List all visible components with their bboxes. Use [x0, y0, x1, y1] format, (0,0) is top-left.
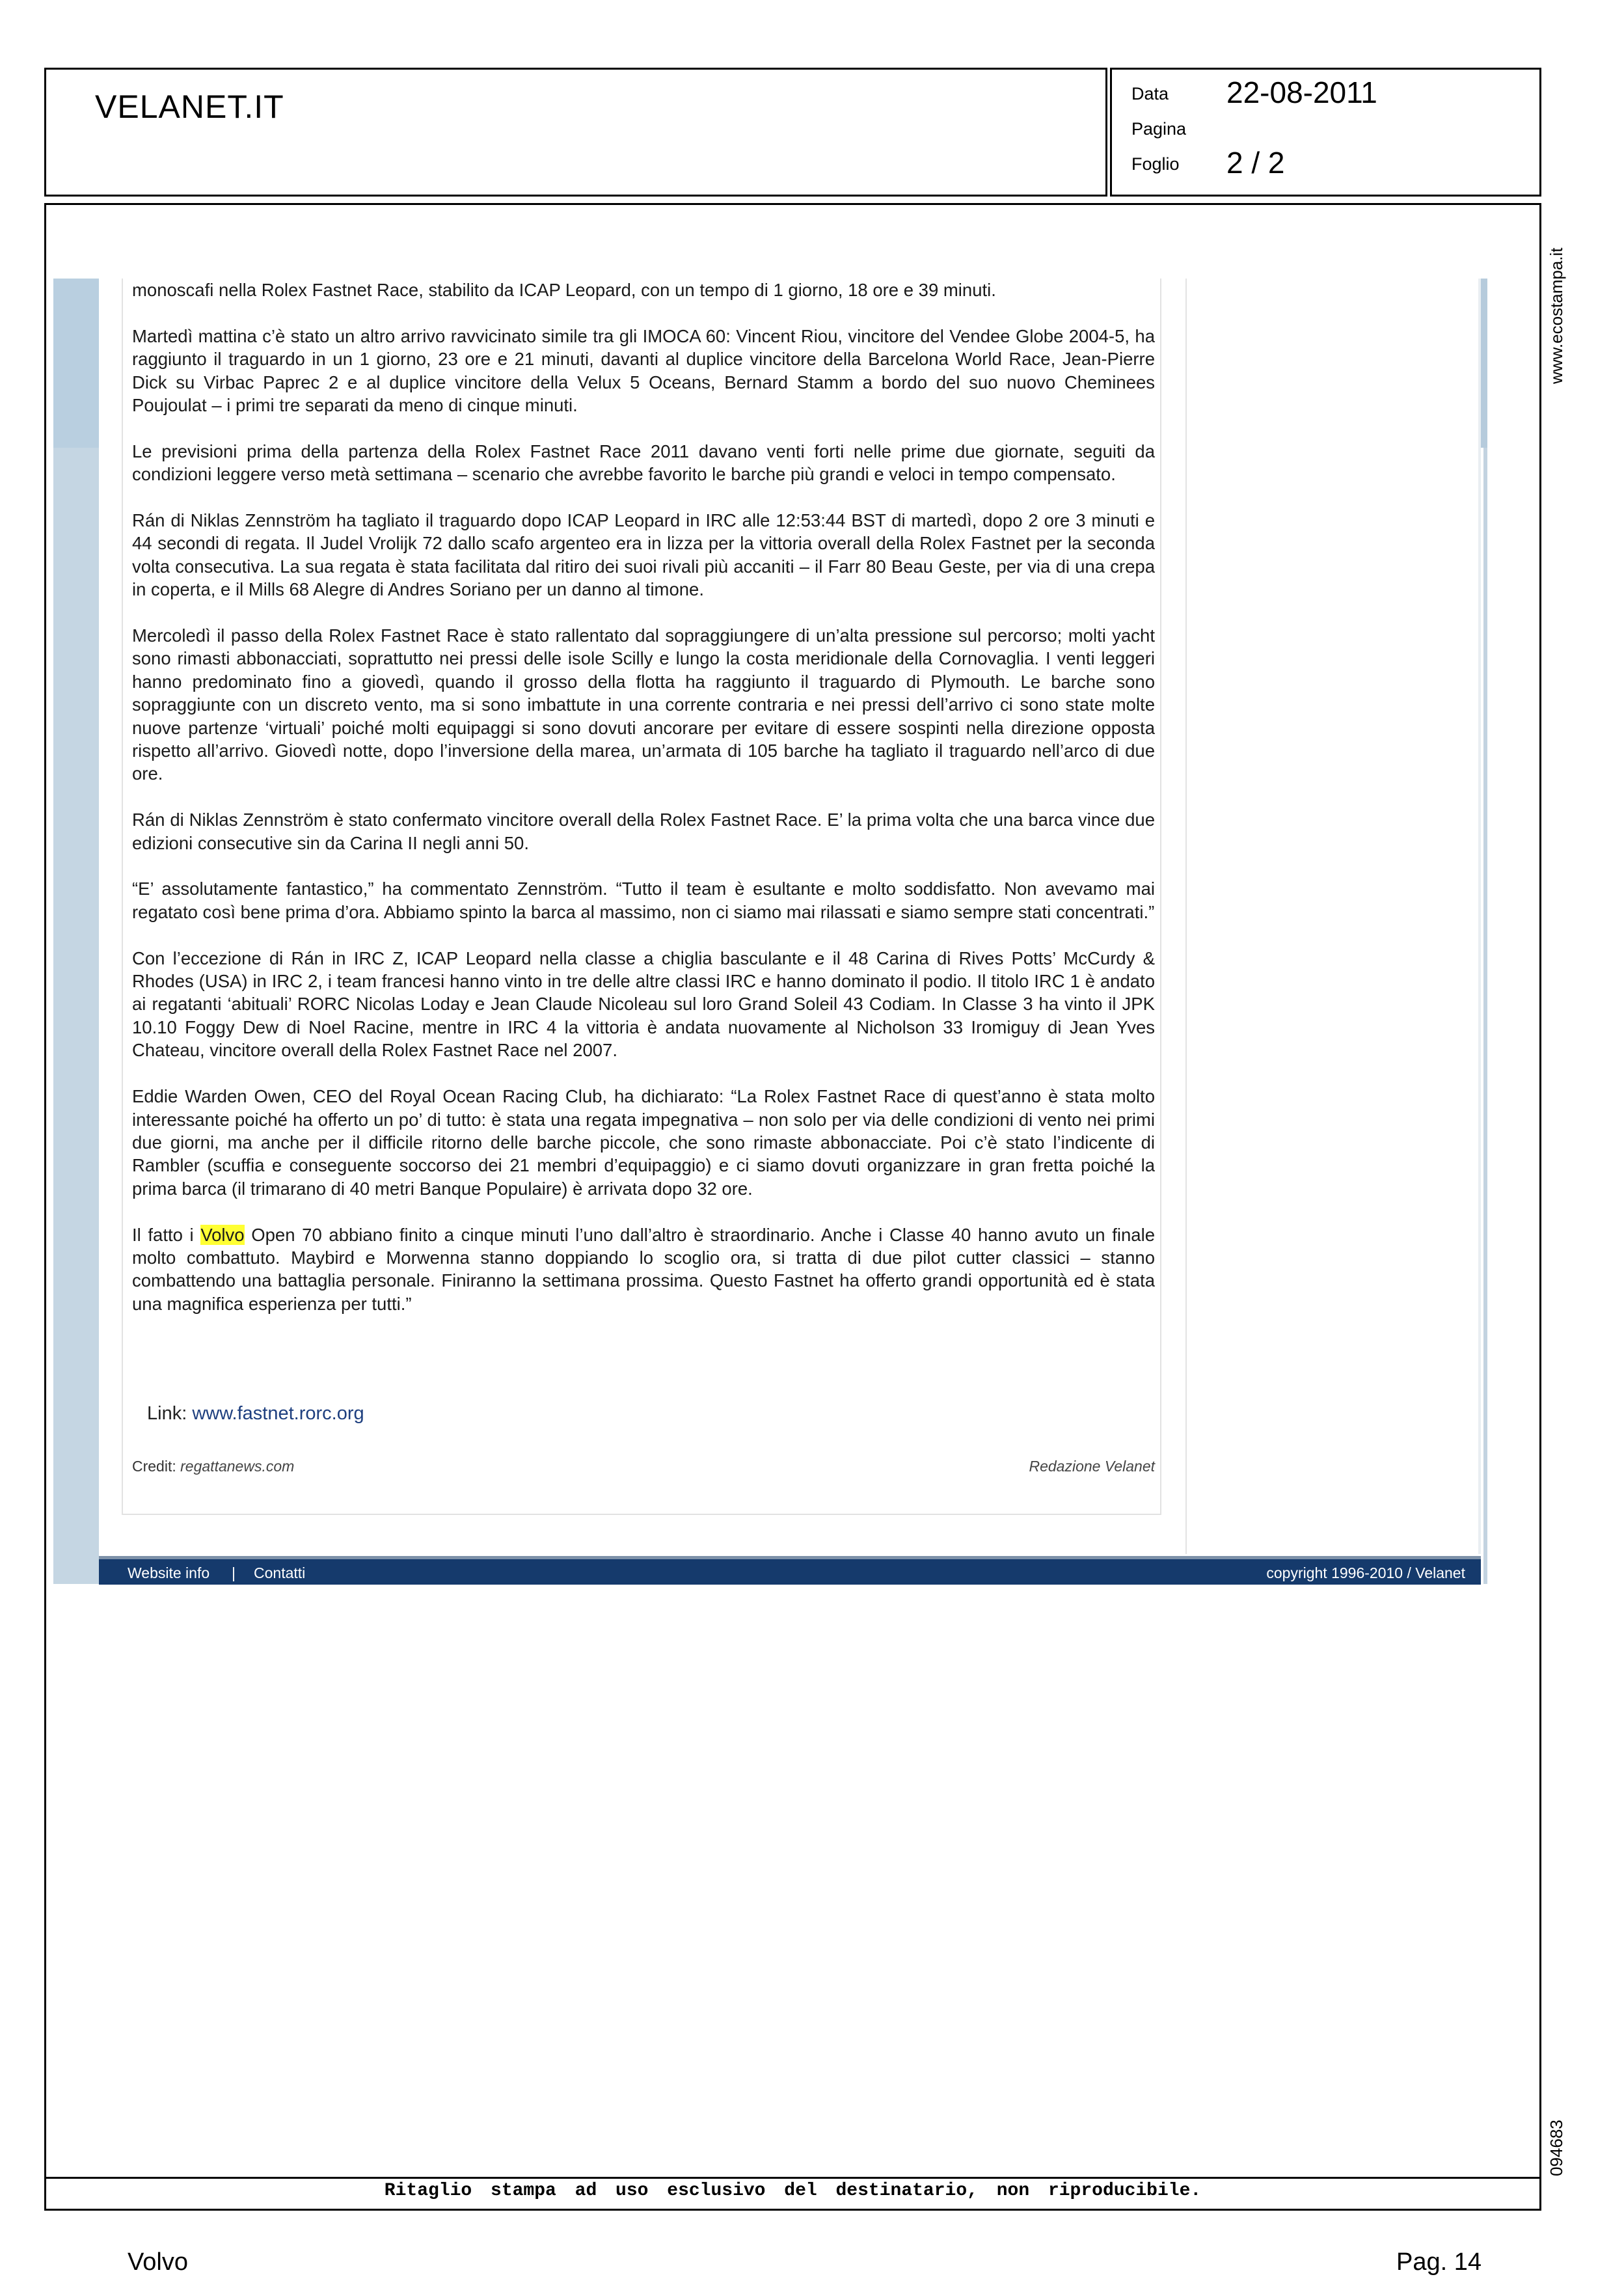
link-label: Link: — [147, 1403, 193, 1424]
right-column-edge — [1478, 279, 1481, 1554]
data-label: Data — [1131, 84, 1169, 103]
header-meta-box — [1110, 68, 1541, 197]
data-value: 22-08-2011 — [1226, 75, 1377, 109]
website-info-link[interactable]: Website info — [128, 1564, 210, 1581]
article-paragraph: “E’ assolutamente fantastico,” ha commentato Zennström. “Tutto il team è esultante e molto soddisfatto. Non avevamo mai regatato così bene prima d’ora. Abbiamo spinto la barca al massimo, non ci siamo mai rilassati e siamo sempre stati concentrati.” — [132, 879, 1155, 922]
site-footer-bar — [99, 1556, 1481, 1585]
nav-separator: | — [232, 1564, 236, 1581]
credit-label: Credit: — [132, 1458, 181, 1475]
article-link-row — [147, 1403, 364, 1425]
article-body — [132, 279, 1155, 1339]
webpage-right-margin-top — [1481, 279, 1487, 448]
last-para-post: Open 70 abbiano finito a cinque minuti l’uno dall’altro è straordinario. Anche i Classe 40 hanno avuto un finale molto combattuto. Maybird e Morwenna stanno doppiando lo scoglio ora, si tratta di due pilot cutter classici – stanno combattendo una battaglia personale. Finiranno la settimana prossima. Questo Fastnet ha offerto grandi opportunità ed è stata una magnifica esperienza per tutti.” — [132, 1224, 1155, 1314]
disclaimer-text: Ritaglio stampa ad uso esclusivo del destinatario, non riproducibile. — [384, 2181, 1202, 2201]
article-paragraph: Eddie Warden Owen, CEO del Royal Ocean Racing Club, ha dichiarato: “La Rolex Fastnet Race di quest’anno è stata molto interessante poiché ha offerto un po’ di tutto: è stata una regata impegnativa – non solo per via delle condizioni di vento nei primi due giorni, ma anche per il difficile ritorno delle barche piccole, che sono rimaste abbonacciate. Poi c’è stato l’indicente di Rambler (scuffia e conseguente soccorso dei 21 membri d’equipaggio) e ci siamo dovuti organizzare in gran fretta poiché la prima barca (il trimarano di 40 metri Banque Populaire) è arrivata dopo 32 ore. — [132, 1086, 1155, 1199]
document-code: 094683 — [1547, 2120, 1566, 2176]
credit-row — [132, 1458, 1155, 1475]
header-publication-box — [44, 68, 1107, 197]
last-para-pre: Il fatto i — [132, 1224, 201, 1245]
contatti-link[interactable]: Contatti — [254, 1564, 306, 1581]
article-paragraph: Mercoledì il passo della Rolex Fastnet Race è stato rallentato dal sopraggiungere di un’alta pressione sul percorso; molti yacht sono rimasti abbonacciati, soprattutto nei pressi delle isole Scilly e lungo la costa meridionale della Cornovaglia. I venti leggeri hanno predominato fino a giovedì, quando il grosso della flotta ha raggiunto il traguardo di Plymouth. Le barche sono sopraggiunte con un discreto vento, ma si sono imbattute in una corrente contraria e nei pressi dell’arrivo ci sono state molte nuove partenze ‘virtuali’ poiché molti equipaggi si sono dovuti ancorare per evitare di essere sospinti nella direzione opposta rispetto all’arrivo. Giovedì notte, dopo l’inversione della marea, un’armata di 105 barche ha tagliato il traguardo nell’arco di due ore. — [132, 625, 1155, 784]
disclaimer-rule — [44, 2177, 1541, 2179]
article-paragraph: Con l’eccezione di Rán in IRC Z, ICAP Leopard nella classe a chiglia basculante e il 48 Carina di Rives Potts’ McCurdy & Rhodes (USA) in IRC 2, i team francesi hanno vinto in tre delle altre classi IRC e hanno dominato il podio. Il titolo IRC 1 è andato ai regatanti ‘abituali’ RORC Nicolas Loday e Jean Claude Nicoleau sul loro Grand Soleil 43 Codiam. In Classe 3 ha vinto il JPK 10.10 Foggy Dew di Noel Racine, mentre in IRC 4 la vittoria è andata nuovamente al Nicholson 33 Iromiguy di Jean Yves Chateau, vincitore overall della Rolex Fastnet Race nel 2007. — [132, 948, 1155, 1061]
publication-name: VELANET.IT — [95, 89, 284, 125]
footer-keyword: Volvo — [128, 2248, 188, 2276]
foglio-value: 2 / 2 — [1226, 146, 1285, 180]
keyword-highlight: Volvo — [200, 1224, 245, 1245]
webpage-right-margin — [1483, 279, 1487, 1584]
article-paragraph-last — [132, 1223, 1155, 1316]
footer-page-number: Pag. 14 — [1396, 2248, 1482, 2276]
article-paragraph: Le previsioni prima della partenza della Rolex Fastnet Race 2011 davano venti forti nelle prime due giornate, seguiti da condizioni leggere verso metà settimana – scenario che avrebbe favorito le barche più grandi e veloci in tempo compensato. — [132, 441, 1155, 485]
foglio-label: Foglio — [1131, 154, 1180, 174]
pagina-label: Pagina — [1131, 119, 1187, 139]
ecostampa-website: www.ecostampa.it — [1547, 247, 1566, 384]
fastnet-link[interactable]: www.fastnet.rorc.org — [192, 1403, 364, 1424]
credit-value: regattanews.com — [180, 1458, 295, 1475]
article-paragraph: monoscafi nella Rolex Fastnet Race, stabilito da ICAP Leopard, con un tempo di 1 giorno, 18 ore e 39 minuti. — [132, 280, 996, 300]
article-paragraph: Rán di Niklas Zennström è stato confermato vincitore overall della Rolex Fastnet Race. E’ la prima volta che una barca vince due edizioni consecutive sin da Carina II negli anni 50. — [132, 810, 1155, 853]
article-paragraph: Martedì mattina c’è stato un altro arrivo ravvicinato simile tra gli IMOCA 60: Vincent Riou, vincitore del Vendee Globe 2004-5, ha raggiunto il traguardo in un 1 giorno, 23 ore e 21 minuti, davanti al duplice vincitore della Barcelona World Race, Jean-Pierre Dick su Virbac Paprec 2 e al duplice vincitore della Velux 5 Oceans, Bernard Stamm a bordo del suo nuovo Cheminees Poujoulat – i primi tre separati da meno di cinque minuti. — [132, 325, 1155, 416]
signature: Redazione Velanet — [1029, 1458, 1155, 1475]
copyright-text: copyright 1996-2010 / Velanet — [1266, 1564, 1465, 1581]
webpage-left-margin — [53, 279, 99, 1584]
article-paragraph: Rán di Niklas Zennström ha tagliato il traguardo dopo ICAP Leopard in IRC alle 12:53:44 BST di martedì, dopo 2 ore 3 minuti e 44 secondi di regata. Il Judel Vrolijk 72 dallo scafo argenteo era in lizza per la vittoria overall della Rolex Fastnet per la seconda volta consecutiva. La sua regata è stata facilitata dal ritiro dei suoi rivali più accaniti – il Farr 80 Beau Geste, per via di una crepa in coperta, e il Mills 68 Alegre di Andres Soriano per un danno al timone. — [132, 510, 1155, 600]
right-column-divider — [1185, 279, 1187, 1554]
